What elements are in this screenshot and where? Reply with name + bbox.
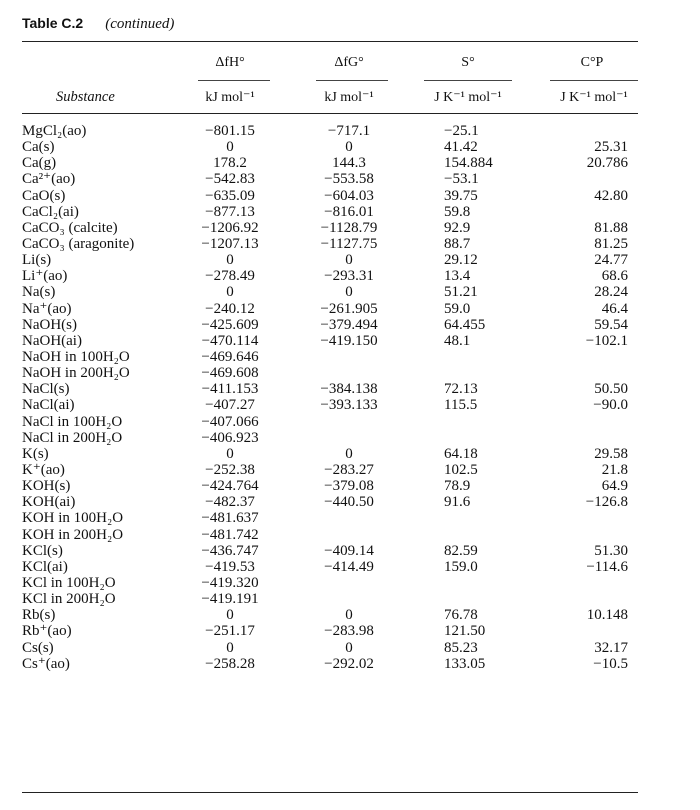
dfg-cell: 0 <box>345 139 353 156</box>
entropy-cell: 82.59 <box>444 542 478 559</box>
entropy-cell: 72.13 <box>444 381 478 398</box>
heat-capacity-cell: 29.58 <box>594 445 628 462</box>
table-row <box>0 188 700 204</box>
table-row <box>0 559 700 575</box>
substance-cell: Rb⁺(ao) <box>22 623 72 640</box>
col-dfh-underline <box>198 80 270 81</box>
heat-capacity-cell: 64.9 <box>601 478 628 495</box>
entropy-cell: 64.455 <box>444 316 486 333</box>
heat-capacity-cell: 51.30 <box>594 542 628 559</box>
entropy-cell: 59.0 <box>444 300 471 317</box>
dfh-cell: −258.28 <box>205 655 255 672</box>
heat-capacity-cell: 20.786 <box>586 155 628 172</box>
table-row <box>0 284 700 300</box>
entropy-cell: 154.884 <box>444 155 493 172</box>
heat-capacity-cell: 24.77 <box>594 252 628 269</box>
dfh-cell: −635.09 <box>205 187 255 204</box>
table-row <box>0 155 700 171</box>
substance-cell: K(s) <box>22 445 49 462</box>
heat-capacity-cell: −102.1 <box>585 332 628 349</box>
substance-cell: KCl in 100H₂O <box>22 574 116 591</box>
bottom-rule <box>22 792 638 793</box>
dfh-cell: −406.923 <box>201 429 259 446</box>
substance-cell: MgCl₂(ao) <box>22 123 87 139</box>
table-row <box>0 268 700 284</box>
heat-capacity-cell: 25.31 <box>594 139 628 156</box>
table-row <box>0 204 700 220</box>
dfh-cell: −278.49 <box>205 268 255 285</box>
dfg-cell: −604.03 <box>324 187 374 204</box>
dfg-cell: −440.50 <box>324 494 374 511</box>
substance-cell: KOH in 200H₂O <box>22 526 124 543</box>
substance-cell: NaOH(ai) <box>22 332 82 349</box>
dfh-cell: −411.153 <box>201 381 259 398</box>
dfh-cell: −407.066 <box>201 413 259 430</box>
entropy-cell: 48.1 <box>444 332 471 349</box>
heat-capacity-cell: 10.148 <box>586 607 628 624</box>
dfh-cell: −240.12 <box>205 300 255 317</box>
heat-capacity-cell: 50.50 <box>594 381 628 398</box>
dfg-cell: −283.27 <box>324 461 374 478</box>
substance-cell: Ca(g) <box>22 155 57 172</box>
entropy-cell: 121.50 <box>444 623 486 640</box>
entropy-cell: 92.9 <box>444 219 471 236</box>
col-dfh-units: kJ mol⁻¹ <box>205 90 255 105</box>
dfg-cell: −409.14 <box>324 542 374 559</box>
table-continuation: (continued) <box>105 16 175 32</box>
table-row <box>0 591 700 607</box>
dfg-cell: −261.905 <box>320 300 378 317</box>
dfg-cell: −384.138 <box>320 381 378 398</box>
dfh-cell: −482.37 <box>205 494 255 511</box>
table-row <box>0 171 700 187</box>
table-row <box>0 333 700 349</box>
entropy-cell: 78.9 <box>444 478 471 495</box>
dfh-cell: −419.191 <box>201 591 259 608</box>
table-row <box>0 252 700 268</box>
col-cp-underline <box>550 80 638 81</box>
table-row <box>0 446 700 462</box>
table-row <box>0 349 700 365</box>
dfg-cell: −379.08 <box>324 478 374 495</box>
dfh-cell: −481.742 <box>201 526 259 543</box>
heat-capacity-cell: 28.24 <box>594 284 628 301</box>
substance-cell: Na⁺(ao) <box>22 300 72 317</box>
dfg-cell: 0 <box>345 639 353 656</box>
substance-cell: NaOH in 200H₂O <box>22 365 130 382</box>
dfh-cell: −470.114 <box>201 332 259 349</box>
table-row <box>0 656 700 672</box>
entropy-cell: 102.5 <box>444 461 478 478</box>
entropy-cell: 133.05 <box>444 655 486 672</box>
dfh-cell: −251.17 <box>205 623 255 640</box>
substance-cell: KCl in 200H₂O <box>22 591 116 608</box>
dfh-cell: 0 <box>226 284 234 301</box>
substance-cell: NaCl in 100H₂O <box>22 413 123 430</box>
dfh-cell: −801.15 <box>205 123 255 139</box>
entropy-cell: 39.75 <box>444 187 478 204</box>
substance-cell: KCl(ai) <box>22 558 68 575</box>
entropy-cell: −53.1 <box>444 171 479 188</box>
dfg-cell: −816.01 <box>324 203 374 220</box>
heat-capacity-cell: 46.4 <box>601 300 628 317</box>
col-s-units: J K⁻¹ mol⁻¹ <box>434 90 502 105</box>
substance-cell: NaCl(ai) <box>22 397 75 414</box>
substance-cell: Rb(s) <box>22 607 56 624</box>
dfh-cell: −419.320 <box>201 574 259 591</box>
dfg-cell: 144.3 <box>332 155 366 172</box>
substance-cell: Cs⁺(ao) <box>22 655 70 672</box>
dfg-cell: −414.49 <box>324 558 374 575</box>
substance-cell: CaO(s) <box>22 187 66 204</box>
table-row <box>0 575 700 591</box>
table-row <box>0 220 700 236</box>
dfg-cell: 0 <box>345 445 353 462</box>
dfg-cell: −283.98 <box>324 623 374 640</box>
dfh-cell: −469.646 <box>201 348 259 365</box>
substance-cell: NaOH(s) <box>22 316 77 333</box>
entropy-cell: 115.5 <box>444 397 478 414</box>
substance-cell: Cs(s) <box>22 639 54 656</box>
heat-capacity-cell: −90.0 <box>593 397 628 414</box>
entropy-cell: 13.4 <box>444 268 471 285</box>
dfh-cell: −1207.13 <box>201 235 259 252</box>
dfh-cell: −542.83 <box>205 171 255 188</box>
col-dfg-units: kJ mol⁻¹ <box>324 90 374 105</box>
table-row <box>0 494 700 510</box>
substance-cell: K⁺(ao) <box>22 461 65 478</box>
dfh-cell: 178.2 <box>213 155 247 172</box>
table-row <box>0 414 700 430</box>
col-substance-header: Substance <box>56 89 115 105</box>
dfh-cell: −252.38 <box>205 461 255 478</box>
substance-cell: Ca²⁺(ao) <box>22 171 76 188</box>
table-row <box>0 543 700 559</box>
dfh-cell: −425.609 <box>201 316 259 333</box>
heat-capacity-cell: 32.17 <box>594 639 628 656</box>
dfg-cell: 0 <box>345 607 353 624</box>
dfg-cell: −717.1 <box>327 123 371 139</box>
entropy-cell: 41.42 <box>444 139 478 156</box>
heat-capacity-cell: 21.8 <box>601 461 628 478</box>
table-row <box>0 640 700 656</box>
heat-capacity-cell: −114.6 <box>586 558 628 575</box>
entropy-cell: 59.8 <box>444 203 471 220</box>
substance-cell: KOH in 100H₂O <box>22 510 124 527</box>
substance-cell: CaCO₃ (aragonite) <box>22 235 135 252</box>
table-row <box>0 365 700 381</box>
heat-capacity-cell: 81.88 <box>594 219 628 236</box>
dfh-cell: −1206.92 <box>201 219 259 236</box>
dfg-cell: 0 <box>345 252 353 269</box>
dfh-cell: −436.747 <box>201 542 259 559</box>
dfg-cell: −1128.79 <box>320 219 378 236</box>
substance-cell: Li⁺(ao) <box>22 268 68 285</box>
dfg-cell: −1127.75 <box>320 235 378 252</box>
heat-capacity-cell: 42.80 <box>594 187 628 204</box>
table-label: Table C.2 <box>22 15 84 31</box>
table-row <box>0 607 700 623</box>
col-cp-symbol: C°P <box>580 55 604 70</box>
heat-capacity-cell: 68.6 <box>601 268 628 285</box>
substance-cell: Na(s) <box>22 284 56 301</box>
table-caption <box>22 15 174 33</box>
substance-cell: KOH(ai) <box>22 494 76 511</box>
table-row <box>0 462 700 478</box>
table-row <box>0 510 700 526</box>
substance-cell: Ca(s) <box>22 139 55 156</box>
dfg-cell: −553.58 <box>324 171 374 188</box>
dfh-cell: 0 <box>226 607 234 624</box>
dfh-cell: −469.608 <box>201 365 259 382</box>
dfh-cell: −407.27 <box>205 397 255 414</box>
substance-cell: NaCl(s) <box>22 381 70 398</box>
entropy-cell: 85.23 <box>444 639 478 656</box>
table-row <box>0 527 700 543</box>
dfh-cell: 0 <box>226 139 234 156</box>
table-row <box>0 139 700 155</box>
table-row <box>0 623 700 639</box>
heat-capacity-cell: 59.54 <box>594 316 628 333</box>
table-row <box>0 478 700 494</box>
col-dfg-symbol: ΔfG° <box>334 55 364 70</box>
table-row <box>0 381 700 397</box>
heat-capacity-cell: 81.25 <box>594 235 628 252</box>
dfg-cell: −292.02 <box>324 655 374 672</box>
table-body <box>0 123 700 672</box>
dfg-cell: −293.31 <box>324 268 374 285</box>
entropy-cell: 51.21 <box>444 284 478 301</box>
substance-cell: CaCO₃ (calcite) <box>22 219 118 236</box>
dfh-cell: −877.13 <box>205 203 255 220</box>
dfg-cell: −393.133 <box>320 397 378 414</box>
entropy-cell: 91.6 <box>444 494 471 511</box>
dfh-cell: 0 <box>226 445 234 462</box>
entropy-cell: −25.1 <box>444 123 479 139</box>
col-s-symbol: S° <box>461 55 475 70</box>
substance-cell: NaCl in 200H₂O <box>22 429 123 446</box>
dfh-cell: 0 <box>226 252 234 269</box>
entropy-cell: 76.78 <box>444 607 478 624</box>
col-s-underline <box>424 80 512 81</box>
col-cp-units: J K⁻¹ mol⁻¹ <box>560 90 628 105</box>
dfh-cell: 0 <box>226 639 234 656</box>
substance-cell: KOH(s) <box>22 478 71 495</box>
dfg-cell: 0 <box>345 284 353 301</box>
substance-cell: NaOH in 100H₂O <box>22 348 130 365</box>
substance-cell: CaCl₂(ai) <box>22 203 79 220</box>
header-rule <box>22 113 638 114</box>
substance-cell: Li(s) <box>22 252 52 269</box>
table-row <box>0 123 700 139</box>
top-rule <box>22 41 638 42</box>
entropy-cell: 64.18 <box>444 445 478 462</box>
table-row <box>0 317 700 333</box>
heat-capacity-cell: −126.8 <box>585 494 628 511</box>
heat-capacity-cell: −10.5 <box>593 655 628 672</box>
table-row <box>0 397 700 413</box>
substance-cell: KCl(s) <box>22 542 63 559</box>
table-row <box>0 236 700 252</box>
entropy-cell: 88.7 <box>444 235 471 252</box>
col-dfh-symbol: ΔfH° <box>215 55 245 70</box>
col-dfg-underline <box>316 80 388 81</box>
table-row <box>0 430 700 446</box>
table-row <box>0 301 700 317</box>
entropy-cell: 159.0 <box>444 558 478 575</box>
dfg-cell: −379.494 <box>320 316 378 333</box>
dfh-cell: −419.53 <box>205 558 255 575</box>
dfg-cell: −419.150 <box>320 332 378 349</box>
dfh-cell: −481.637 <box>201 510 259 527</box>
entropy-cell: 29.12 <box>444 252 478 269</box>
dfh-cell: −424.764 <box>201 478 259 495</box>
